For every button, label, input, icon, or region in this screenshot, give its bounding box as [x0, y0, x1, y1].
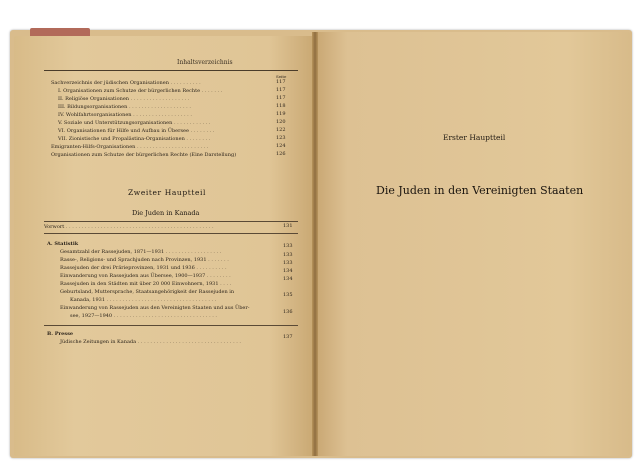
- toc-entry: Rassejuden in den Städten mit über 20 000 Einwohnern, 1931 . . . .: [60, 281, 232, 287]
- toc-page: 133: [283, 243, 293, 249]
- toc-page: 120: [276, 119, 286, 125]
- header-rule: [44, 70, 298, 71]
- toc-page: 117: [276, 95, 286, 101]
- section-b-title: B. Presse: [47, 331, 74, 337]
- toc-page: 124: [276, 143, 286, 149]
- right-page: [316, 32, 630, 456]
- toc-page: 118: [276, 103, 286, 109]
- right-main-title: Die Juden in den Vereinigten Staaten: [376, 184, 584, 197]
- toc-entry: Kanada, 1931 . . . . . . . . . . . . . . . . . . . . . . . . . . . . . . . . . . .: [70, 297, 217, 303]
- toc-entry: Rasse-, Religions- und Sprachjuden nach Provinzen, 1931 . . . . . . .: [60, 257, 229, 263]
- toc-page: 133: [283, 252, 293, 258]
- section-rule: [44, 233, 298, 234]
- toc-entry: VII. Zionistische und Propalästina-Organisationen . . . . . . . .: [58, 136, 211, 142]
- toc-entry: Rassejuden der drei Prärieprovinzen, 1931 und 1936 . . . . . . . . . .: [60, 265, 227, 271]
- toc-page: 131: [283, 223, 293, 229]
- toc-entry: V. Soziale und Unterstützungsorganisationen . . . . . . . . . . . .: [58, 120, 211, 126]
- toc-entry: Einwanderung von Rassejuden aus Übersee, 1900—1937 . . . . . . . .: [60, 273, 231, 279]
- part-subtitle: Die Juden in Kanada: [132, 209, 200, 217]
- toc-entry: I. Organisationen zum Schutze der bürgerlichen Rechte . . . . . . .: [58, 88, 223, 94]
- toc-page: 135: [283, 292, 293, 298]
- toc-entry: III. Bildungsorganisationen . . . . . . . . . . . . . . . . . . . .: [58, 104, 191, 110]
- toc-entry: Einwanderung von Rassejuden aus den Vereinigten Staaten und aus Über-: [60, 305, 250, 311]
- seite-label: Seite: [276, 74, 287, 79]
- toc-page: 136: [283, 309, 293, 315]
- toc-page: 117: [276, 79, 286, 85]
- toc-page: 123: [276, 135, 286, 141]
- toc-page: 134: [283, 276, 293, 282]
- toc-page: 133: [283, 260, 293, 266]
- right-part-title: Erster Hauptteil: [443, 133, 506, 142]
- toc-entry: see, 1927—1940 . . . . . . . . . . . . . . . . . . . . . . . . . . . . . . . . .: [70, 313, 218, 319]
- toc-entry: II. Religiöse Organisationen . . . . . . . . . . . . . . . . . . .: [58, 96, 190, 102]
- toc-entry: Gesamtzahl der Rassejuden, 1871—1931 . . . . . . . . . . . . . . . . . .: [60, 249, 222, 255]
- section-a-title: A. Statistik: [47, 241, 79, 247]
- book-gutter: [312, 32, 318, 456]
- toc-entry: Jüdische Zeitungen in Kanada . . . . . . . . . . . . . . . . . . . . . . . . . . . . . . . . .: [60, 339, 242, 345]
- part-title: Zweiter Hauptteil: [128, 188, 206, 197]
- running-header: Inhaltsverzeichnis: [177, 59, 233, 66]
- vorwort-entry: Vorwort . . . . . . . . . . . . . . . . . . . . . . . . . . . . . . . . . . . . . . . . . . . . . . .: [44, 224, 214, 230]
- toc-entry: VI. Organisationen für Hilfe und Aufbau in Übersee . . . . . . . .: [58, 128, 215, 134]
- toc-page: 126: [276, 151, 286, 157]
- toc-entry: Emigranten-Hilfs-Organisationen . . . . . . . . . . . . . . . . . . . . . . .: [51, 144, 209, 150]
- toc-entry: Geburtsland, Muttersprache, Staatsangehörigkeit der Rassejuden in: [60, 289, 235, 295]
- toc-page: 119: [276, 111, 286, 117]
- section-rule: [44, 221, 298, 222]
- toc-page: 122: [276, 127, 286, 133]
- toc-entry: Sachverzeichnis der jüdischen Organisationen . . . . . . . . . .: [51, 80, 201, 86]
- toc-entry: Organisationen zum Schutze der bürgerlichen Rechte (Eine Darstellung): [51, 152, 237, 158]
- toc-page: 117: [276, 87, 286, 93]
- section-rule: [44, 325, 298, 326]
- toc-entry: IV. Wohlfahrtsorganisationen . . . . . . . . . . . . . . . . . . .: [58, 112, 192, 118]
- toc-page: 137: [283, 334, 293, 340]
- toc-page: 134: [283, 268, 293, 274]
